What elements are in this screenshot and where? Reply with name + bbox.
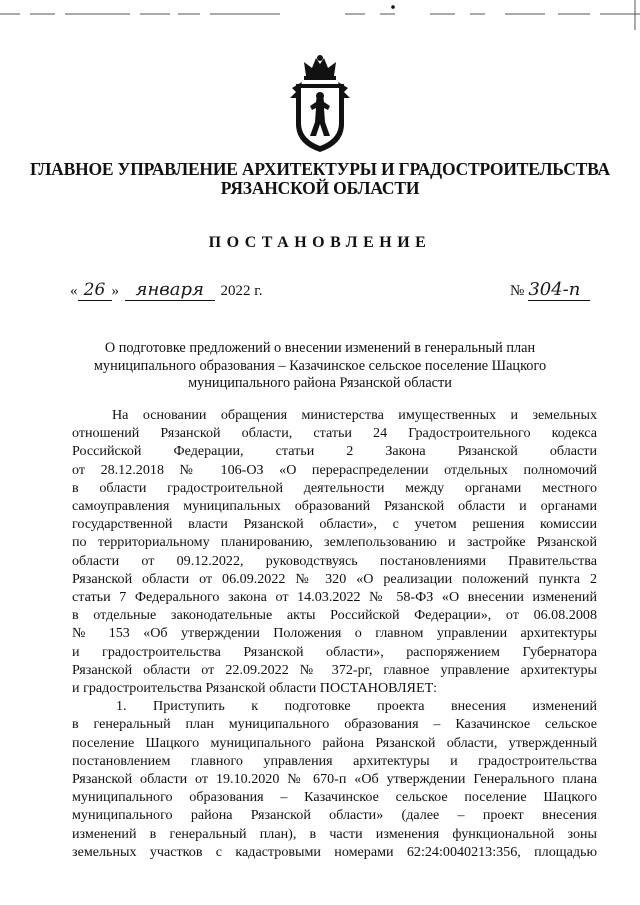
document-number [510,279,590,301]
document-date [70,279,262,301]
body-line: Рязанской области от 06.09.2022 № 320 «О реализации положений пункта 2 [72,570,597,587]
body-line: Рязанской области от 19.10.2020 № 670-п «Об утверждении Генерального плана [72,771,597,788]
number-prefix: № [510,283,525,299]
body-line: муниципального района Рязанской области» (далее – проект внесения [72,807,597,824]
document-type-heading: ПОСТАНОВЛЕНИЕ [208,234,432,251]
body-line: области от 09.12.2022, руководствуясь постановлениями Правительства [72,552,597,569]
body-line: поселение Шацкого муниципального района Рязанской области, утвержденный [72,734,597,751]
body-line: по территориальному планированию, землепользованию и застройке Рязанской [72,534,597,551]
organization-title-line-2: РЯЗАНСКОЙ ОБЛАСТИ [220,178,420,198]
coat-of-arms-icon [284,52,356,156]
subject-line: муниципального образования – Казачинское сельское поселение Шацкого [93,357,547,374]
date-year: 2022 г. [220,283,263,299]
document-subject [90,340,550,393]
date-open-quote: « [70,283,78,299]
body-line: муниципального образования – Казачинское сельское поселение Шацкого [72,789,597,806]
organization-title-line-1: ГЛАВНОЕ УПРАВЛЕНИЕ АРХИТЕКТУРЫ И ГРАДОСТРОИТЕЛЬСТВА [30,159,610,179]
body-line: отношений Рязанской области, статьи 24 Градостроительного кодекса [72,425,597,442]
scan-artifact-lines [0,0,640,30]
body-line: в области градостроительной деятельности между органами местного [72,479,597,496]
subject-line: О подготовке предложений о внесении изменений в генеральный план [104,340,536,356]
body-line: в генеральный план муниципального образования – Казачинское сельское [72,716,597,733]
body-line: Рязанской области от 22.09.2022 № 372-рг, главное управление архитектуры [72,661,597,678]
number-value: 304-п [528,279,590,301]
document-body [72,406,597,861]
body-line: от 28.12.2018 № 106-ОЗ «О перераспределении отдельных полномочий [72,461,597,478]
body-line: № 153 «Об утверждении Положения о главном управлении архитектуры [72,625,597,642]
body-line: в отдельные законодательные акты Российской Федерации», от 06.08.2008 [72,607,597,624]
body-line: государственной власти Рязанской области», с учетом решения комиссии [72,516,597,533]
body-line: и градостроительства Рязанской области», распоряжением Губернатора [72,643,597,660]
body-line: постановлением главного управления архитектуры и градостроительства [72,752,597,769]
body-line: Российской Федерации, статьи 2 Закона Рязанской области [72,443,597,460]
body-line: самоуправления муниципальных образований Рязанской области и органами [72,498,597,515]
body-line: статьи 7 Федерального закона от 14.03.2022 № 58-ФЗ «О внесении изменений [72,589,597,606]
date-day: 26 [78,280,112,301]
body-line: земельных участков с кадастровыми номерами 62:24:0040213:356, площадью [72,843,597,860]
body-line: изменений в генеральный план), в части изменения функциональной зоны [72,825,597,842]
date-close-quote: » [111,283,119,299]
subject-line: муниципального района Рязанской области [188,375,452,391]
date-month: января [125,279,215,301]
body-line: 1. Приступить к подготовке проекта внесения изменений [116,698,597,715]
body-line: На основании обращения министерства имущественных и земельных [112,407,597,423]
body-line: и градостроительства Рязанской области ПОСТАНОВЛЯЕТ: [72,680,438,697]
organization-title [20,160,620,198]
